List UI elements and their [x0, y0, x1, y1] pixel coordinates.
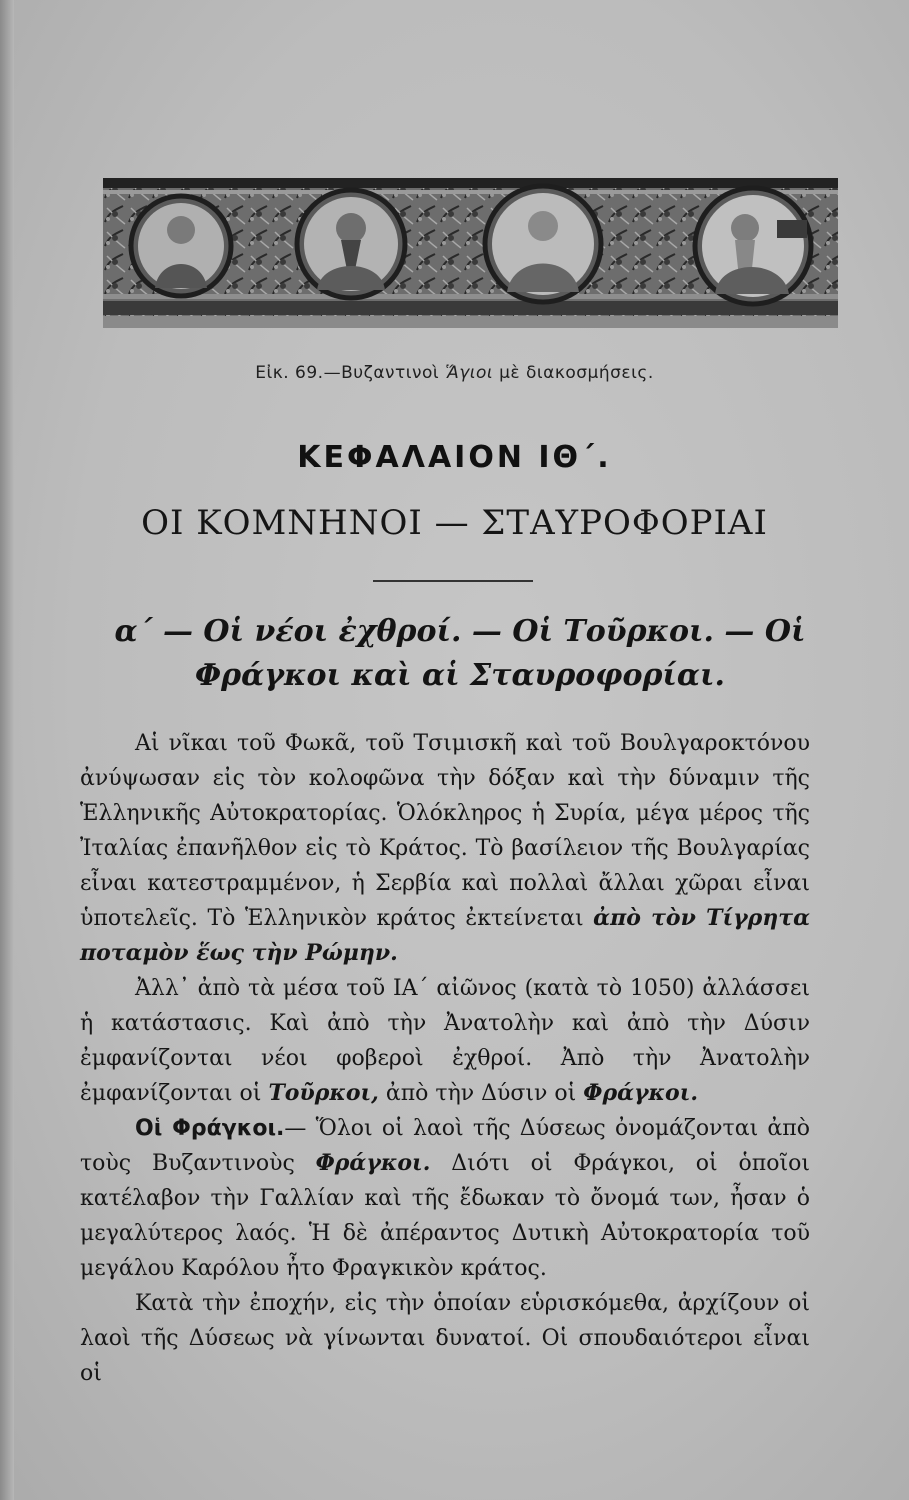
divider-rule — [373, 580, 533, 582]
section-heading: α΄ — Οἱ νέοι ἐχθροί. — Οἱ Τοῦρκοι. — Οἱ Φράγκοι καὶ αἱ Σταυροφορίαι. — [114, 614, 806, 693]
byzantine-saints-frieze-image — [103, 178, 838, 328]
paragraph-1-emphasis: ἀπὸ τὸν Τίγρητα ποταμὸν ἕως τὴν Ρώμην. — [80, 905, 811, 966]
paragraph-2-text-2: ἀπὸ τὴν Δύσιν οἱ — [385, 1081, 577, 1106]
page-edge-shadow — [0, 0, 14, 1500]
paragraph-3-franks: Φράγκοι. — [315, 1150, 431, 1176]
paragraph-4 — [80, 1286, 810, 1391]
paragraph-2-franks: Φράγκοι. — [583, 1080, 698, 1106]
caption-italic: Ἅγιοι — [445, 363, 494, 383]
paragraph-3-lead: Οἱ Φράγκοι. — [135, 1116, 285, 1141]
paragraph-1 — [80, 726, 810, 971]
paragraph-2-turks: Τοῦρκοι, — [268, 1080, 379, 1106]
paragraph-2 — [80, 971, 810, 1111]
saint-medallion-4 — [695, 188, 811, 304]
body-text — [80, 726, 810, 1391]
paragraph-3 — [80, 1111, 810, 1286]
chapter-label: ΚΕΦΑΛΑΙΟΝ ΙΘ΄. — [297, 440, 612, 475]
paragraph-3-text-1: — Ὅλοι οἱ λαοὶ τῆς Δύσεως ὀνομάζονται ἀπὸ τοὺς Βυζαντινοὺς — [80, 1116, 810, 1176]
saint-medallion-3 — [485, 186, 601, 302]
figure-caption — [0, 363, 909, 383]
paragraph-2-text-1: Ἀλλ᾿ ἀπὸ τὰ μέσα τοῦ ΙΑ΄ αἰῶνος (κατὰ τὸ 1050) ἀλλάσσει ἡ κατάστασις. Καὶ ἀπὸ τὴν Ἀνατολὴν καὶ ἀπὸ τὴν Δύσιν ἐμφανίζονται νέοι φοβεροὶ ἐχθροί. Ἀπὸ τὴν Ἀνατολὴν ἐμφανίζονται οἱ — [80, 976, 810, 1106]
paragraph-3-text-2: Διότι οἱ Φράγκοι, οἱ ὁποῖοι κατέλαβον τὴν Γαλλίαν καὶ τῆς ἔδωκαν τὸ ὄνομά των, ἦσαν ὁ μεγαλύτερος λαός. Ἡ δὲ ἀπέραντος Δυτικὴ Αὐτοκρατορία τοῦ μεγάλου Καρόλου ἦτο Φραγκικὸν κράτος. — [80, 1151, 810, 1281]
paragraph-4-text: Κατὰ τὴν ἐποχήν, εἰς τὴν ὁποίαν εὑρισκόμεθα, ἀρχίζουν οἱ λαοὶ τῆς Δύσεως νὰ γίνωνται δυνατοί. Οἱ σπουδαιότεροι εἶναι οἱ — [80, 1291, 810, 1386]
saint-medallion-2 — [297, 190, 405, 298]
caption-suffix: μὲ διακοσμήσεις. — [499, 363, 654, 383]
saint-medallion-1 — [131, 196, 231, 296]
caption-prefix: Εἰκ. 69.—Βυζαντινοὶ — [255, 363, 440, 383]
chapter-title: ΟΙ ΚΟΜΝΗΝΟΙ — ΣΤΑΥΡΟΦΟΡΙΑΙ — [141, 503, 768, 543]
paragraph-1-text: Αἱ νῖκαι τοῦ Φωκᾶ, τοῦ Τσιμισκῆ καὶ τοῦ Βουλγαροκτόνου ἀνύψωσαν εἰς τὸν κολοφῶνα τὴν δόξαν καὶ τὴν δύναμιν τῆς Ἑλληνικῆς Αὐτοκρατορίας. Ὁλόκληρος ἡ Συρία, μέγα μέρος τῆς Ἰταλίας ἐπανῆλθον εἰς τὸ Κράτος. Τὸ βασίλειον τῆς Βουλγαρίας εἶναι κατεστραμμένον, ἡ Σερβία καὶ πολλαὶ ἄλλαι χῶραι εἶναι ὑποτελεῖς. Τὸ Ἑλληνικὸν κράτος ἐκτείνεται — [80, 731, 810, 931]
